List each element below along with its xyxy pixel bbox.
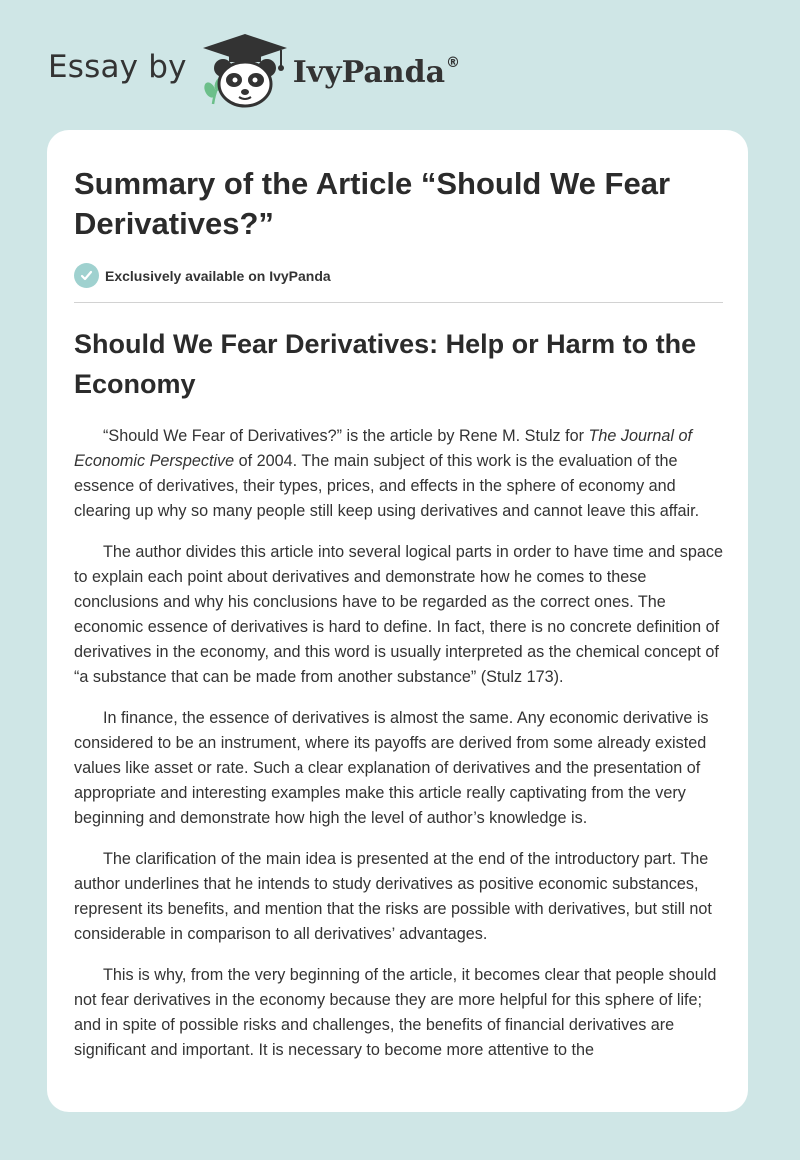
logo-brand-name: IvyPanda® <box>292 54 461 90</box>
paragraph-5: This is why, from the very beginning of the article, it becomes clear that people should not fear derivatives in the economy because they are more helpful for this sphere of life; and in spite of possible risks and challenges, the benefits of financial derivatives are significant and important. It is necessary to become more attentive to the <box>74 966 717 1059</box>
journal-title: The Journal of Economic Perspective <box>74 427 692 470</box>
paragraph-3: In finance, the essence of derivatives is almost the same. Any economic derivative is considered to be an instrument, where its payoffs are derived from some already existed values like asset or rate. Such a clear explanation of derivatives and the presentation of appropriate and interesting examples make this article really captivating from the very beginning and demonstrate how high the level of author’s knowledge is. <box>74 709 709 827</box>
article-body <box>74 424 724 1079</box>
divider <box>74 302 723 303</box>
badge-label: Exclusively available on IvyPanda <box>105 267 331 284</box>
checkmark-icon <box>74 263 99 288</box>
paragraph-2: The author divides this article into several logical parts in order to have time and space to explain each point about derivatives and demonstrate how he comes to these conclusions and why his conclusions have to be regarded as the correct ones. The economic essence of derivatives is hard to define. In fact, there is no concrete definition of derivatives in the economy, and this word is usually interpreted as the chemical concept of “a substance that can be made from another substance” (Stulz 173). <box>74 543 723 686</box>
page-title: Summary of the Article “Should We Fear Derivatives?” <box>74 166 671 241</box>
paragraph-4: The clarification of the main idea is presented at the end of the introductory part. The author underlines that he intends to study derivatives as positive economic substances, represent its benefits, and mention that the risks are possible with derivatives, but still not considerable in comparison to all derivatives’ advantages. <box>74 850 712 943</box>
essay-card <box>47 130 748 1112</box>
paragraph-1: “Should We Fear of Derivatives?” is the article by Rene M. Stulz for The Journal of Economic Perspective of 2004. The main subject of this work is the evaluation of the essence of derivatives, their types, prices, and effects in the sphere of economy and clearing up why so many people still keep using derivatives and cannot leave this affair. <box>74 427 700 520</box>
exclusive-badge <box>74 263 331 288</box>
registered-mark: ® <box>446 54 461 71</box>
panda-graduate-icon <box>199 30 291 110</box>
section-heading: Should We Fear Derivatives: Help or Harm to the Economy <box>74 329 697 399</box>
site-logo[interactable] <box>48 30 460 110</box>
logo-prefix-text: Essay by <box>48 49 187 85</box>
